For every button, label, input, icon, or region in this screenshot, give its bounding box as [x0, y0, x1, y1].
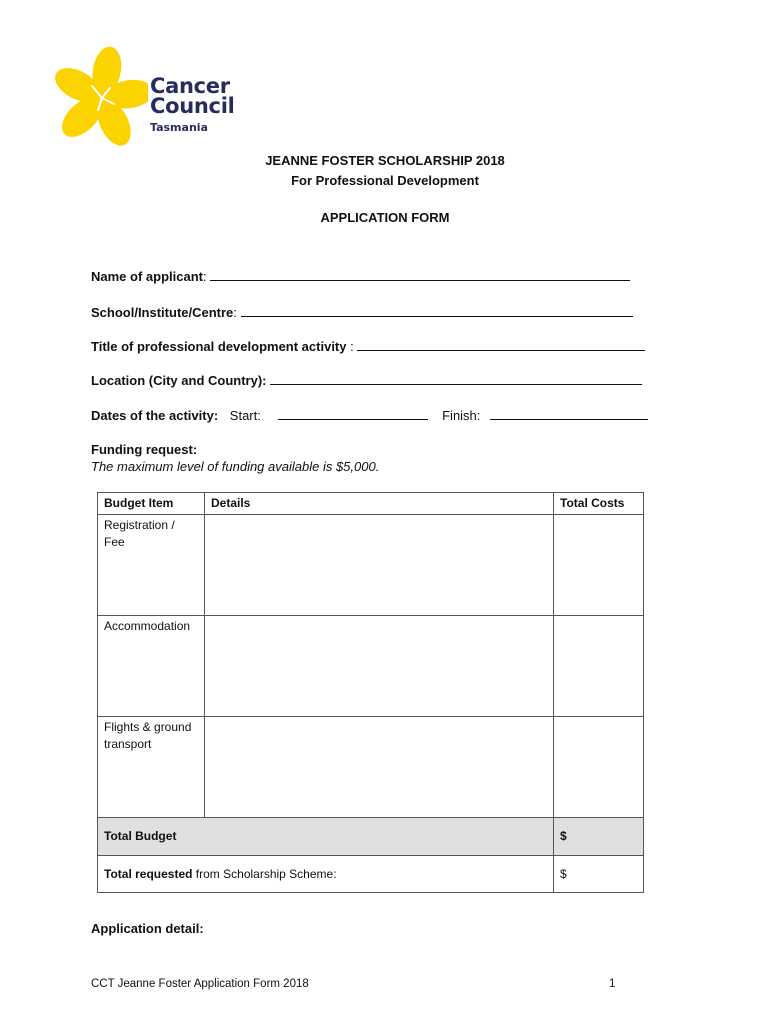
funding-note: The maximum level of funding available is $5,000. [91, 459, 380, 474]
details-accommodation-cell[interactable] [205, 616, 554, 717]
total-budget-value[interactable]: $ [554, 818, 644, 856]
dates-row [91, 407, 648, 423]
logo-wordmark [150, 76, 234, 133]
total-budget-label: Total Budget [98, 818, 554, 856]
finish-label: Finish: [442, 408, 481, 423]
budget-row-accommodation [98, 616, 644, 717]
cost-accommodation-cell[interactable] [554, 616, 644, 717]
start-date-field[interactable] [278, 407, 428, 420]
finish-date-field[interactable] [490, 407, 648, 420]
budget-row-registration [98, 515, 644, 616]
applicant-field[interactable] [210, 268, 630, 281]
logo-line3: Tasmania [150, 121, 208, 134]
total-requested-rest: from Scholarship Scheme: [192, 866, 337, 881]
logo-line2: Council [150, 94, 235, 118]
school-label: School/Institute/Centre [91, 305, 234, 320]
budget-item-accommodation: Accommodation [98, 616, 205, 717]
total-requested-row [98, 856, 644, 893]
page-number: 1 [609, 978, 616, 990]
total-requested-bold: Total requested [104, 866, 193, 881]
cost-flights-cell[interactable] [554, 717, 644, 818]
activity-title-colon: : [346, 339, 354, 354]
start-label: Start: [229, 408, 261, 423]
funding-heading: Funding request: [91, 442, 198, 457]
header-budget-item: Budget Item [98, 493, 205, 515]
budget-table [97, 492, 644, 893]
document-title: JEANNE FOSTER SCHOLARSHIP 2018 [265, 153, 505, 168]
total-requested-value[interactable]: $ [554, 856, 644, 893]
form-heading: APPLICATION FORM [320, 210, 450, 225]
application-detail-heading: Application detail: [91, 921, 204, 936]
applicant-colon: : [202, 269, 207, 284]
cost-registration-cell[interactable] [554, 515, 644, 616]
details-flights-cell[interactable] [205, 717, 554, 818]
school-row [91, 304, 633, 320]
budget-row-flights [98, 717, 644, 818]
location-label: Location (City and Country): [91, 373, 267, 388]
applicant-row [91, 268, 630, 284]
location-row [91, 372, 642, 388]
budget-header-row [98, 493, 644, 515]
budget-item-flights: Flights & ground transport [98, 717, 205, 818]
details-registration-cell[interactable] [205, 515, 554, 616]
applicant-label: Name of applicant [91, 269, 203, 284]
total-requested-label [98, 856, 554, 893]
activity-title-row [91, 338, 645, 354]
budget-item-registration: Registration / Fee [98, 515, 205, 616]
activity-title-field[interactable] [357, 338, 645, 351]
header-details: Details [205, 493, 554, 515]
cancer-council-logo [52, 46, 252, 150]
activity-title-label: Title of professional development activity [91, 339, 347, 354]
logo-line1: Cancer [150, 74, 230, 98]
school-colon: : [233, 305, 237, 320]
location-field[interactable] [270, 372, 642, 385]
header-total-costs: Total Costs [554, 493, 644, 515]
total-budget-row [98, 818, 644, 856]
dates-label: Dates of the activity: [91, 408, 219, 423]
footer-text: CCT Jeanne Foster Application Form 2018 [91, 978, 309, 990]
document-subtitle: For Professional Development [291, 173, 479, 188]
school-field[interactable] [241, 304, 633, 317]
daffodil-icon [52, 46, 148, 150]
